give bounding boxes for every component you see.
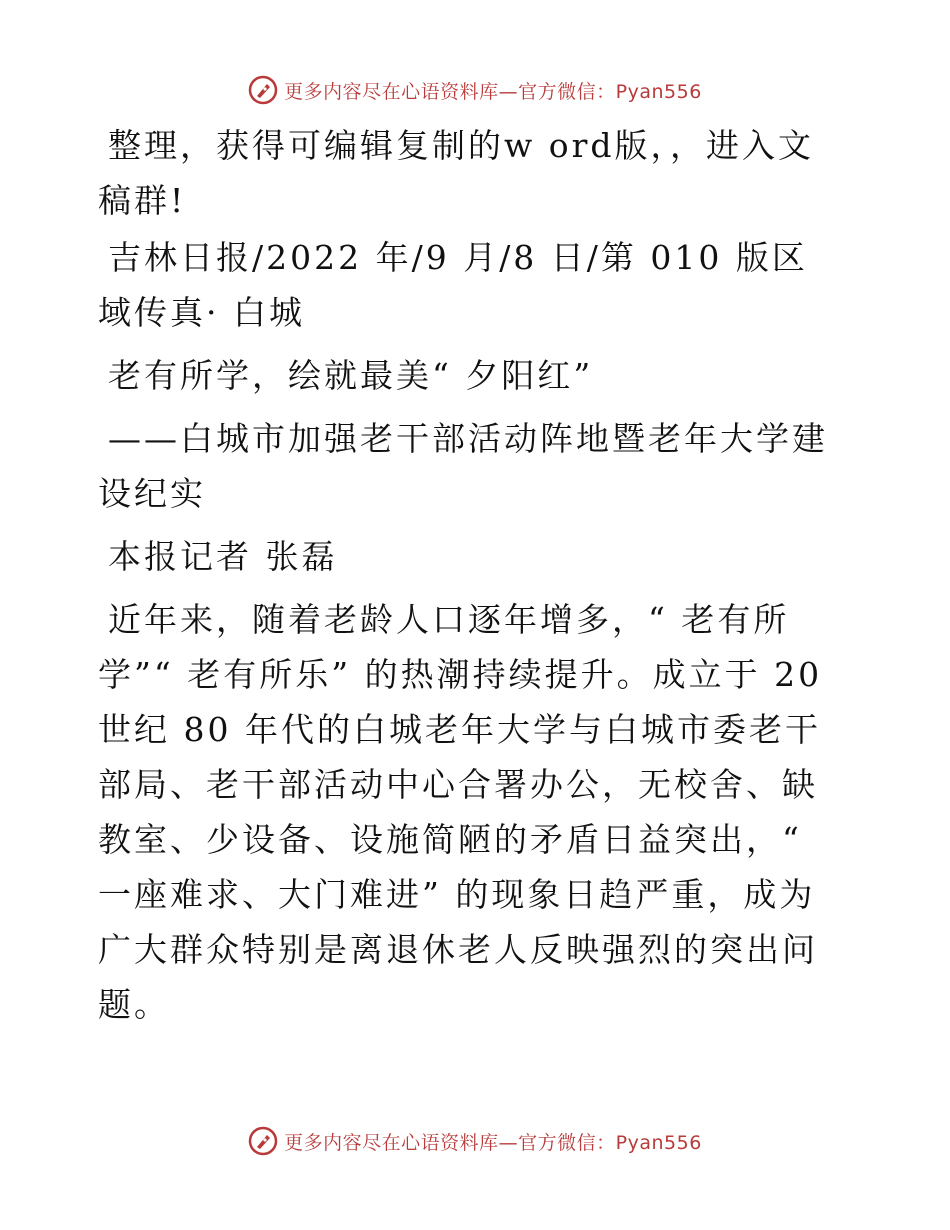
intro-paragraph: 整理，获得可编辑复制的w ord版，，进入文稿群! bbox=[98, 126, 815, 220]
article-subtitle: ——白城市加强老干部活动阵地暨老年大学建设纪实 bbox=[98, 419, 828, 513]
footer-watermark bbox=[0, 1123, 950, 1159]
watermark-text: 更多内容尽在心语资料库—官方微信：Pyan556 bbox=[284, 1131, 702, 1154]
header-watermark bbox=[0, 72, 950, 108]
document-body bbox=[98, 118, 838, 1040]
pen-nib-logo-icon bbox=[248, 1126, 278, 1156]
source-line: 吉林日报/2022 年/9 月/8 日/第 010 版区域传真· 白城 bbox=[98, 238, 808, 332]
pen-nib-logo-icon bbox=[248, 75, 278, 105]
article-title: 老有所学，绘就最美“ 夕阳红” bbox=[108, 356, 594, 395]
watermark-text: 更多内容尽在心语资料库—官方微信：Pyan556 bbox=[284, 80, 702, 103]
byline: 本报记者 张磊 bbox=[108, 537, 338, 576]
body-paragraph: 近年来，随着老龄人口逐年增多，“ 老有所学”“ 老有所乐” 的热潮持续提升。成立于 20 世纪 80 年代的白城老年大学与白城市委老干部局、老干部活动中心合署办公，无校舍、缺教室、少设备、设施简陋的矛盾日益突出，“ 一座难求、大门难进” 的现象日趋严重，成为广大群众特别是离退休老人反映强烈的突出问题。 bbox=[98, 600, 823, 1024]
